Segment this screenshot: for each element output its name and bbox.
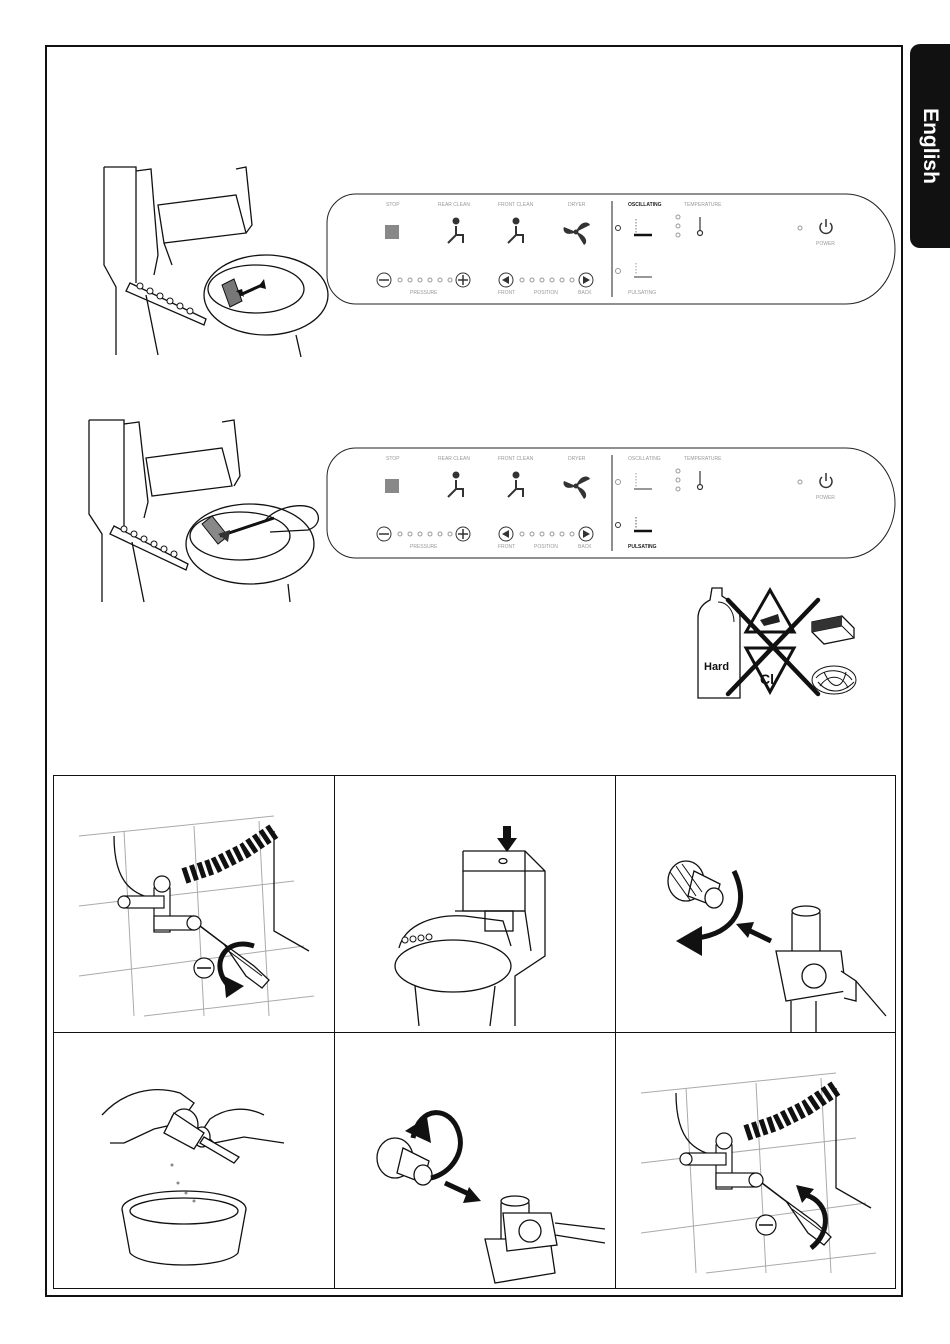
pressure-minus-button[interactable] <box>377 273 391 287</box>
power-label: POWER <box>816 241 835 247</box>
temperature-label: TEMPERATURE <box>684 202 722 208</box>
step-4-clean-filter <box>54 1033 335 1290</box>
oscillating-indicator <box>616 480 621 485</box>
temperature-indicators <box>676 469 680 491</box>
scouring-sponge-icon <box>812 616 854 644</box>
language-tab-label: English <box>919 108 942 184</box>
stop-button[interactable] <box>385 225 399 239</box>
rear-clean-label: REAR CLEAN <box>438 456 470 462</box>
pulsating-indicator <box>616 269 621 274</box>
minus-screwdriver-icon <box>194 958 214 978</box>
back-label: BACK <box>578 544 592 550</box>
temperature-label: TEMPERATURE <box>684 456 722 462</box>
position-back-button[interactable] <box>579 527 593 541</box>
bottle-label: Hard <box>704 661 730 673</box>
oscillating-label: OSCILLATING <box>628 202 662 208</box>
control-panel-pulsating <box>326 447 896 559</box>
front-label: FRONT <box>498 544 516 550</box>
control-panel-oscillating <box>326 193 896 305</box>
filter-cleaning-steps <box>53 775 896 1289</box>
oscillating-indicator <box>616 226 621 231</box>
step-5-reinsert-filter <box>335 1033 616 1290</box>
front-label: FRONT <box>498 290 516 296</box>
pressure-plus-button[interactable] <box>456 527 470 541</box>
rear-clean-label: REAR CLEAN <box>438 202 470 208</box>
pulsating-label: PULSATING <box>628 290 656 296</box>
pulsating-label: PULSATING <box>628 544 657 550</box>
down-arrow-icon <box>497 826 517 852</box>
pressure-label: PRESSURE <box>410 544 438 550</box>
position-label: POSITION <box>534 290 558 296</box>
position-front-button[interactable] <box>499 273 513 287</box>
power-label: POWER <box>816 495 835 501</box>
language-tab[interactable] <box>910 44 950 248</box>
position-front-button[interactable] <box>499 527 513 541</box>
dryer-label: DRYER <box>568 202 586 208</box>
steel-wool-icon <box>812 666 856 694</box>
toilet-oscillating-illustration <box>96 165 332 360</box>
back-label: BACK <box>578 290 592 296</box>
front-clean-label: FRONT CLEAN <box>498 202 534 208</box>
position-back-button[interactable] <box>579 273 593 287</box>
oscillating-label: OSCILLATING <box>628 456 661 462</box>
step-6-tighten-screw <box>616 1033 897 1290</box>
stop-label: STOP <box>386 202 400 208</box>
chlorine-label: Cl <box>760 671 774 687</box>
pressure-minus-button[interactable] <box>377 527 391 541</box>
pulsating-indicator <box>616 523 621 528</box>
step-2-press-flush <box>335 776 616 1033</box>
toilet-nozzle-cleaning-illustration <box>84 418 329 604</box>
dryer-label: DRYER <box>568 456 586 462</box>
temperature-indicators <box>676 215 680 237</box>
front-clean-label: FRONT CLEAN <box>498 456 534 462</box>
step-3-remove-filter <box>616 776 897 1033</box>
stop-label: STOP <box>386 456 400 462</box>
minus-screwdriver-icon <box>756 1215 776 1235</box>
left-arrow-icon <box>736 922 771 941</box>
step-1-loosen-screw <box>54 776 335 1033</box>
stop-button[interactable] <box>385 479 399 493</box>
pressure-plus-button[interactable] <box>456 273 470 287</box>
pressure-label: PRESSURE <box>410 290 438 296</box>
no-harsh-cleaners-warning <box>694 582 864 706</box>
position-label: POSITION <box>534 544 558 550</box>
